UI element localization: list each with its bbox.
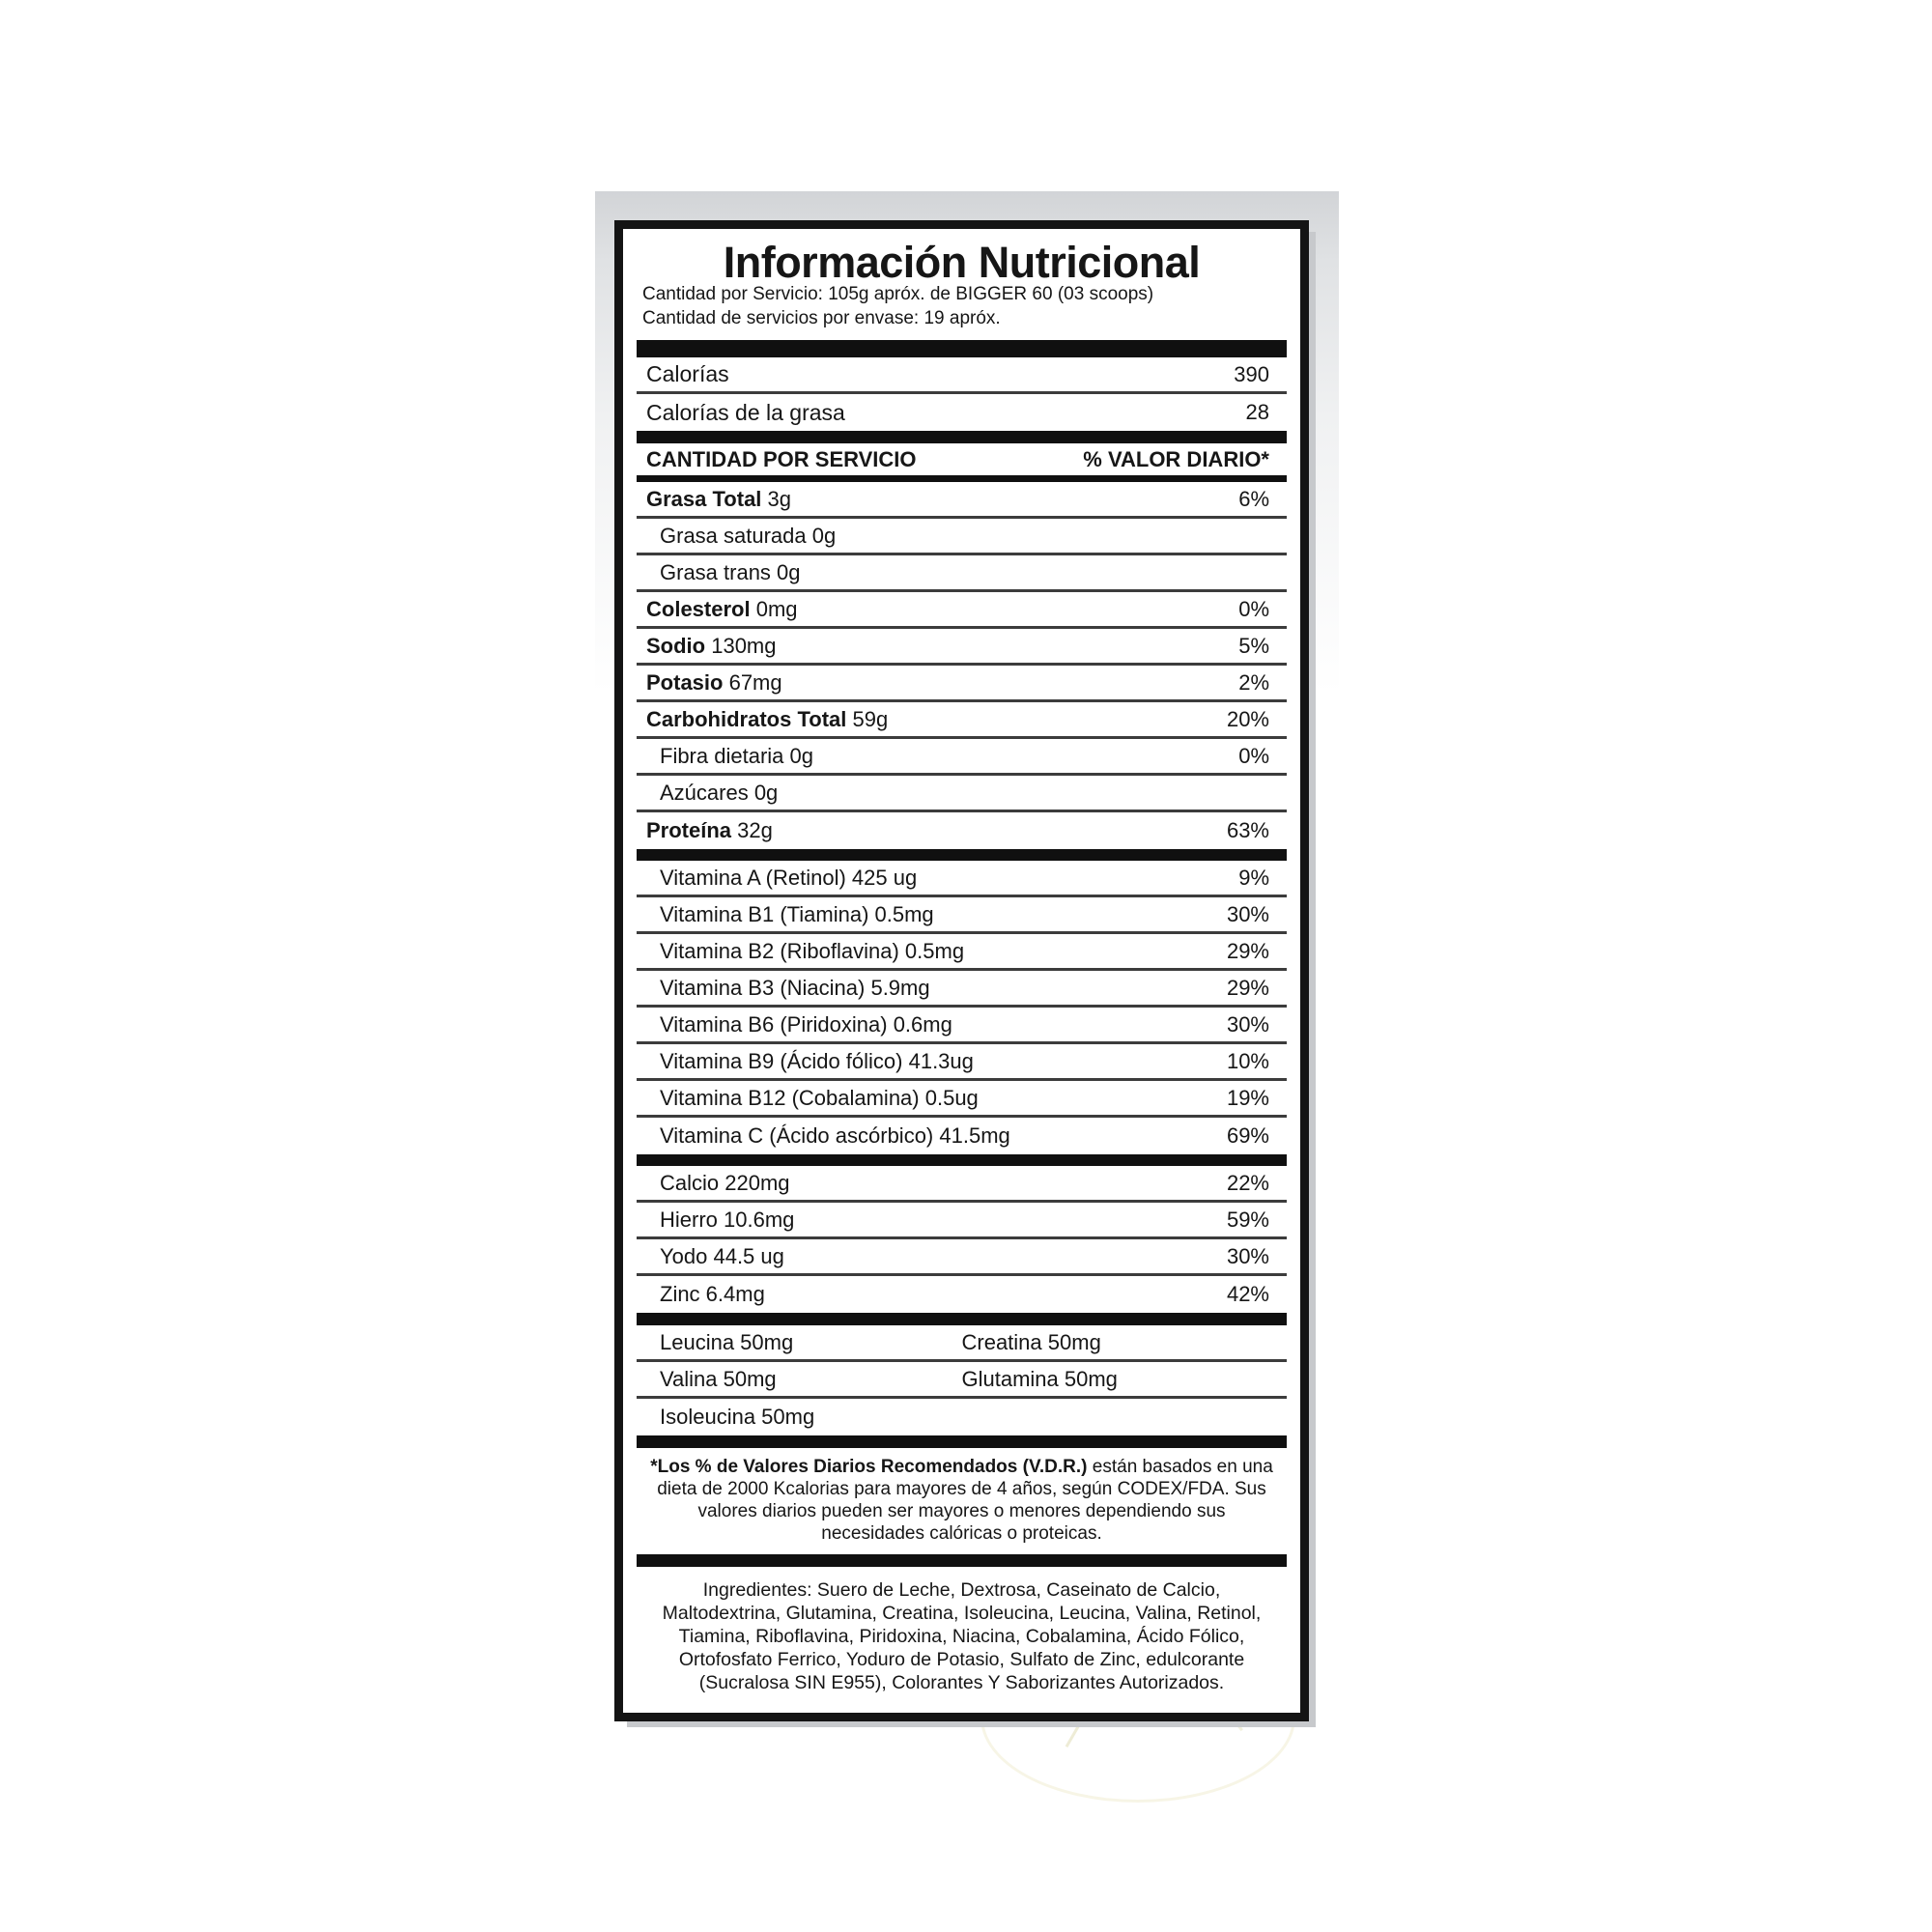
vitamin-dv: 19% — [1226, 1085, 1269, 1110]
mineral-dv: 22% — [1226, 1170, 1269, 1195]
nutrient-dv: 2% — [1238, 669, 1269, 695]
nutrient-row — [637, 519, 1287, 555]
mineral-dv: 30% — [1226, 1243, 1269, 1268]
vitamin-name: Vitamina B12 (Cobalamina) 0.5ug — [660, 1085, 979, 1110]
nutrient-name: Carbohidratos Total — [646, 706, 847, 731]
nutrient-row — [637, 739, 1287, 776]
nutrient-name: Colesterol — [646, 596, 751, 621]
nutrient-dv: 0% — [1238, 743, 1269, 768]
mineral-row — [637, 1276, 1287, 1313]
ingredients-list: Ingredientes: Suero de Leche, Dextrosa, Caseinato de Calcio, Maltodextrina, Glutamina, Creatina, Isoleucina, Leucina, Valina, Retinol, Tiamina, Riboflavina, Piridoxina, Niacina, Cobalamina, Ácido Fólico, Ortofosfato Ferrico, Yoduro de Potasio, Sulfato de Zinc, edulcorante (Sucralosa SIN E955), Colorantes Y Saborizantes Autorizados. — [662, 1579, 1262, 1693]
nutrient-row — [637, 629, 1287, 666]
vitamin-row — [637, 971, 1287, 1008]
section-bar — [637, 849, 1287, 861]
nutrition-label — [614, 220, 1309, 1721]
mineral-name: Hierro 10.6mg — [660, 1207, 795, 1232]
nutrient-name: Sodio — [646, 633, 706, 658]
nutrient-amount: 67mg — [723, 669, 782, 695]
mineral-name: Yodo 44.5 ug — [660, 1243, 784, 1268]
footnote-text: están basados en una dieta de 2000 Kcalorias para mayores de 4 años, según CODEX/FDA. Sus valores diarios pueden ser mayores o menores dependiendo sus necesidades calóricas o proteicas. — [657, 1457, 1273, 1544]
nutrient-amount: 130mg — [705, 633, 777, 658]
vitamin-row — [637, 1008, 1287, 1044]
daily-value-header — [637, 443, 1287, 482]
nutrient-amount: Azúcares 0g — [660, 780, 779, 805]
amino-row — [637, 1399, 1287, 1435]
nutrient-row — [637, 482, 1287, 519]
section-bar — [637, 1154, 1287, 1166]
section-bar — [637, 1554, 1287, 1567]
vitamin-dv: 9% — [1238, 865, 1269, 890]
nutrient-name: Proteína — [646, 818, 732, 842]
label-title: Información Nutricional — [723, 238, 1201, 287]
percent-daily-value-header: % VALOR DIARIO* — [1083, 446, 1269, 471]
calories-label: Calorías — [646, 361, 729, 386]
calories-fat-value: 28 — [1245, 400, 1269, 424]
mineral-name: Calcio 220mg — [660, 1170, 790, 1195]
amount-per-serving-header: CANTIDAD POR SERVICIO — [646, 446, 917, 471]
vitamin-dv: 10% — [1226, 1048, 1269, 1073]
mineral-dv: 42% — [1226, 1282, 1269, 1306]
vitamin-dv: 29% — [1226, 938, 1269, 963]
nutrient-amount: 3g — [761, 486, 792, 511]
calories-fat-label: Calorías de la grasa — [646, 399, 845, 425]
nutrient-dv: 63% — [1226, 818, 1269, 842]
nutrient-amount: Grasa trans 0g — [660, 559, 801, 584]
calories-fat-row — [637, 394, 1287, 431]
amino-row — [637, 1362, 1287, 1399]
nutrient-amount: 0mg — [750, 596, 798, 621]
section-bar — [637, 431, 1287, 443]
calories-row — [637, 357, 1287, 394]
mineral-row — [637, 1203, 1287, 1239]
nutrient-row — [637, 776, 1287, 812]
nutrient-row — [637, 702, 1287, 739]
vitamin-name: Vitamina B6 (Piridoxina) 0.6mg — [660, 1011, 952, 1037]
section-bar — [637, 340, 1287, 357]
mineral-dv: 59% — [1226, 1207, 1269, 1232]
vitamin-row — [637, 1118, 1287, 1154]
nutrient-row — [637, 592, 1287, 629]
nutrient-dv: 5% — [1238, 633, 1269, 658]
nutrient-dv: 20% — [1226, 706, 1269, 731]
amino-right: Glutamina 50mg — [961, 1366, 1118, 1391]
footnote-bold: *Los % de Valores Diarios Recomendados (V.D.R.) — [650, 1457, 1088, 1477]
nutrient-amount: 32g — [731, 818, 773, 842]
nutrient-amount: Grasa saturada 0g — [660, 523, 837, 548]
nutrient-name: Grasa Total — [646, 486, 762, 511]
nutrient-row — [637, 555, 1287, 592]
amino-row — [637, 1325, 1287, 1362]
nutrient-dv: 6% — [1238, 486, 1269, 511]
calories-value: 390 — [1234, 361, 1269, 386]
vitamin-name: Vitamina B3 (Niacina) 5.9mg — [660, 975, 930, 1000]
nutrient-amount: 59g — [846, 706, 889, 731]
vitamin-name: Vitamina A (Retinol) 425 ug — [660, 865, 918, 890]
vitamin-dv: 30% — [1226, 901, 1269, 926]
vitamin-name: Vitamina C (Ácido ascórbico) 41.5mg — [660, 1123, 1010, 1148]
vitamin-dv: 29% — [1226, 975, 1269, 1000]
vitamin-name: Vitamina B2 (Riboflavina) 0.5mg — [660, 938, 965, 963]
vitamin-name: Vitamina B1 (Tiamina) 0.5mg — [660, 901, 934, 926]
vitamin-row — [637, 861, 1287, 897]
vitamin-row — [637, 1081, 1287, 1118]
vitamin-row — [637, 1044, 1287, 1081]
daily-value-footnote — [637, 1448, 1287, 1554]
mineral-row — [637, 1166, 1287, 1203]
section-bar — [637, 1435, 1287, 1448]
section-bar — [637, 1313, 1287, 1325]
vitamin-row — [637, 934, 1287, 971]
servings-per-container: Cantidad de servicios por envase: 19 apróx. — [642, 308, 1001, 328]
nutrient-name: Potasio — [646, 669, 724, 695]
amino-left: Isoleucina 50mg — [660, 1405, 815, 1429]
nutrient-dv: 0% — [1238, 596, 1269, 621]
serving-size: Cantidad por Servicio: 105g apróx. de BIGGER 60 (03 scoops) — [642, 284, 1154, 304]
nutrient-row — [637, 666, 1287, 702]
mineral-row — [637, 1239, 1287, 1276]
vitamin-dv: 69% — [1226, 1123, 1269, 1148]
nutrient-amount: Fibra dietaria 0g — [660, 743, 813, 768]
nutrient-row — [637, 812, 1287, 849]
amino-right: Creatina 50mg — [961, 1329, 1101, 1354]
amino-left: Leucina 50mg — [660, 1329, 794, 1354]
vitamin-name: Vitamina B9 (Ácido fólico) 41.3ug — [660, 1048, 974, 1073]
amino-left: Valina 50mg — [660, 1366, 777, 1391]
mineral-name: Zinc 6.4mg — [660, 1282, 765, 1306]
vitamin-row — [637, 897, 1287, 934]
vitamin-dv: 30% — [1226, 1011, 1269, 1037]
